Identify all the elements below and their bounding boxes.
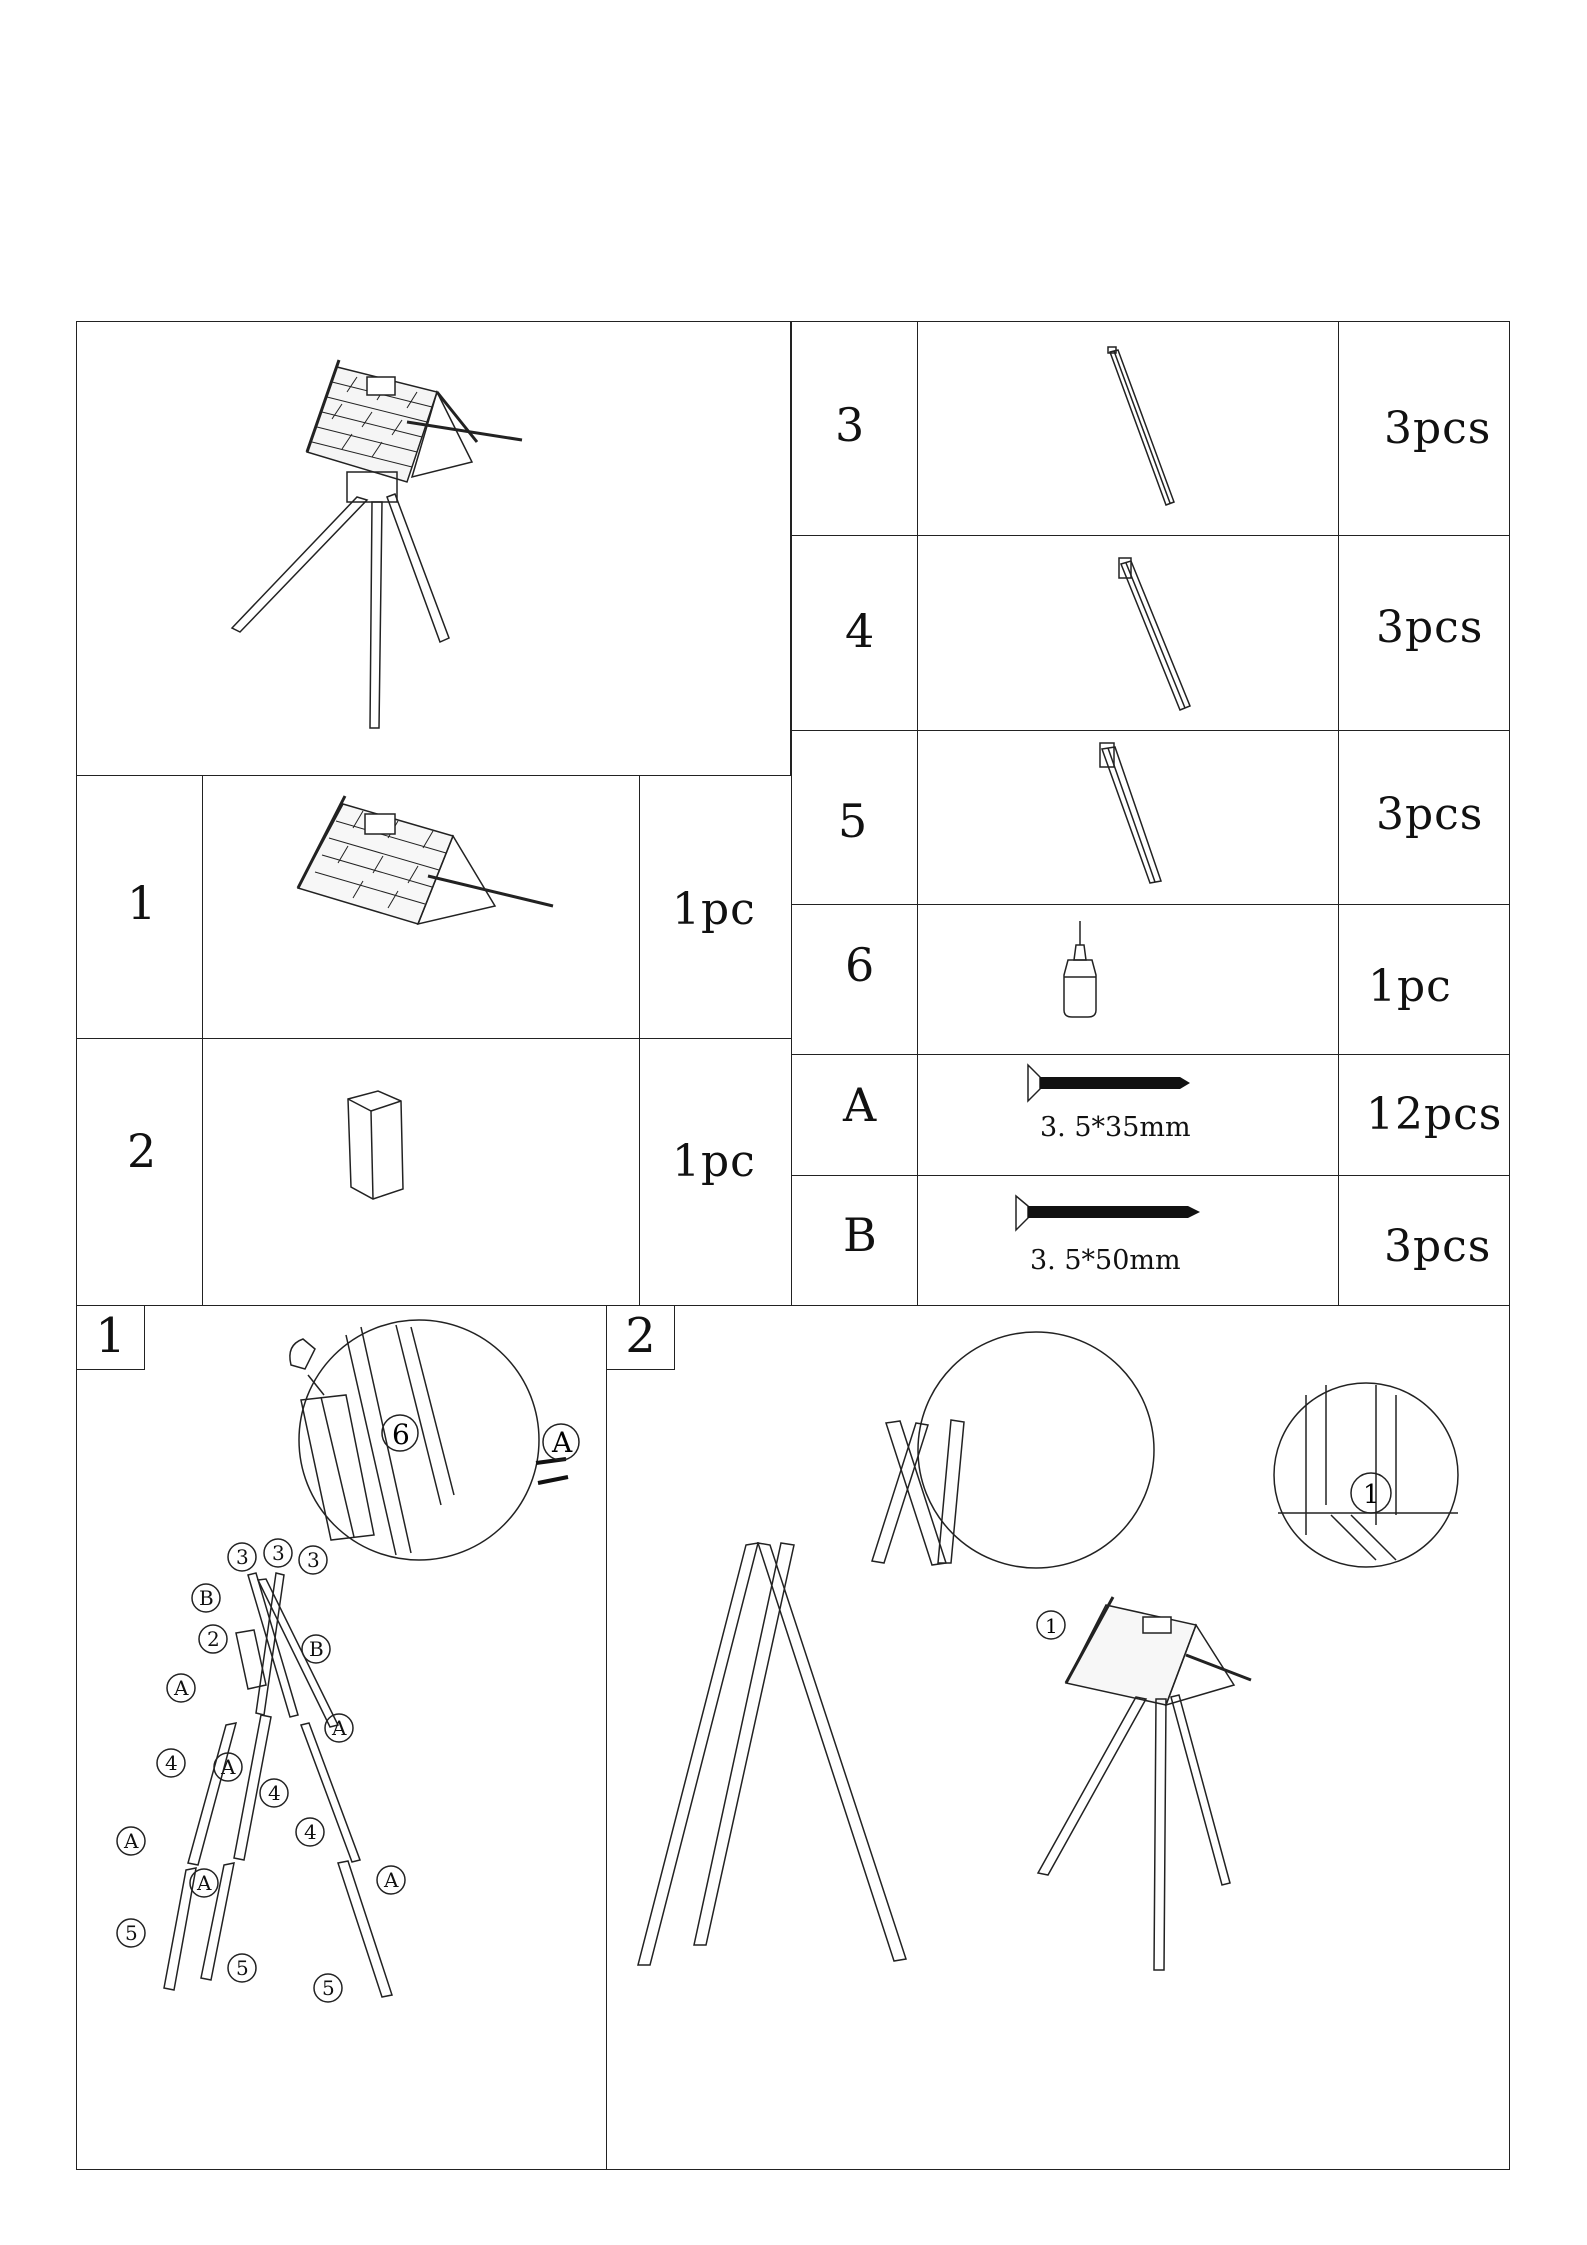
callout-label: 5 [322,1976,335,2000]
part-id: 2 [127,1124,157,1178]
part-qty: 3pcs [1384,1221,1492,1272]
assembled-bird-feeder-illustration [77,322,792,777]
callout-label: B [309,1637,324,1661]
part-qty: 1pc [1368,961,1452,1012]
part-id: 3 [835,398,865,452]
part-5-image-cell [917,730,1339,905]
glue-bottle-icon [918,905,1340,1056]
callout-label: 2 [207,1627,220,1651]
callout-label: A [174,1676,189,1700]
part-qty: 3pcs [1376,602,1484,653]
part-id: 1 [127,876,157,930]
part-4-image-cell [917,535,1339,731]
part-id: A [843,1078,877,1132]
part-qty: 3pcs [1384,403,1492,454]
callout-label: 5 [125,1921,138,1945]
part-1-image-cell [202,775,640,1039]
step-number: 1 [77,1306,145,1370]
roof-house-icon [203,776,641,1040]
screw-size-label: 3. 5*35mm [1040,1112,1191,1143]
step-number: 2 [607,1306,675,1370]
callout-label: 3 [236,1545,249,1569]
step-2-illustration [606,1305,1510,2170]
leg-middle-icon [918,536,1340,732]
part-2-image-cell [202,1038,640,1306]
overview-cell [76,321,791,776]
screw-size-label: 3. 5*50mm [1030,1245,1181,1276]
part-6-image-cell [917,904,1339,1055]
step-1-illustration [76,1305,607,2170]
callout-label: 3 [307,1548,320,1572]
part-qty: 12pcs [1366,1089,1503,1140]
callout-label: 6 [392,1418,410,1451]
part-id: B [843,1208,877,1262]
part-id: 5 [838,794,868,848]
screw-long-icon [918,1176,1340,1307]
part-B-image-cell [917,1175,1339,1306]
callout-label: 5 [236,1956,249,1980]
callout-label: B [199,1586,214,1610]
part-id: 6 [845,938,875,992]
callout-label: 1 [1045,1614,1058,1638]
callout-label: 4 [304,1820,317,1844]
callout-label: A [552,1426,573,1459]
callout-label: A [197,1871,212,1895]
part-qty: 1pc [672,884,756,935]
callout-label: 1 [1363,1480,1380,1510]
part-3-image-cell [917,321,1339,536]
part-qty: 3pcs [1376,789,1484,840]
callout-label: A [221,1755,236,1779]
part-qty: 1pc [672,1136,756,1187]
hexagon-post-icon [203,1039,641,1307]
callout-label: 4 [268,1781,281,1805]
callout-label: A [384,1868,399,1892]
part-id: 4 [845,604,875,658]
callout-label: A [332,1716,347,1740]
callout-label: 3 [272,1541,285,1565]
leg-bottom-icon [918,731,1340,906]
leg-top-icon [918,322,1340,537]
callout-label: A [124,1829,139,1853]
callout-label: 4 [165,1751,178,1775]
